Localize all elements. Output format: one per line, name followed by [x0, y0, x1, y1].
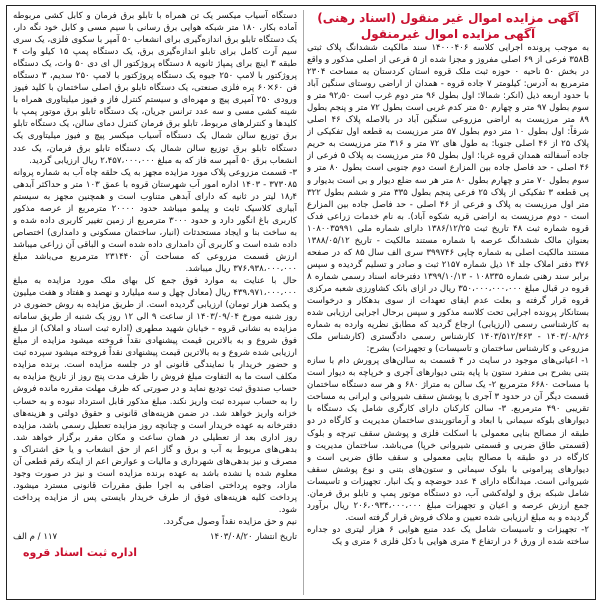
equipment-description: ۲- تجهیزات و تاسیسات شامل یک عدد منبع هوایی ۶ هزار لیتری دو جداره ساخته شده از ورق ۶ در ارتفاع ۴ متری هوایی با دکل فلزی ۶ متری و یک [307, 524, 589, 547]
buildings-description: ۱- اعیانی‌های موجود در سایت در ۴ قسمت به سالن‌های پرورش دام با سازه بتنی بشرح بی منفرد ستون با پایه بتنی دیوارهای آجری و خرپاچه به دیوار است با مساحت ۶۶۸۰ مترمربع ۲- یک سالن به متراژ ۶۸۰ و هر سه دستگاه ساختمان قسمت دیگر آن در حدود ۳ آجری با پوشش سقف شیروانی و ایرانی به مساحت تقریبی ۴۹۰ مترمربع. ۳- سالن کارکنان دارای کارگری شامل یک دستگاه با دیوارهای بلوکه سیمانی با ابعاد و آرماتوربندی ساختمان مدیریت و کارگاه در دو طبقه از مصالح بنایی معمولی با اسکلت فلزی و پوشش سقف تیرچه و بلوک (قسمتی طاق ضربی و قسمتی شیروانی خرپا) می‌باشد. ساختمان مدیریت و کارگاه در دو طبقه با مصالح بنایی معمولی و سقف طاق ضربی است و دیوارهای پیرامونی با بلوک سیمانی و ستون‌های بتنی و نوع پوشش سقف شیروانی است. میدانگاه دارای ۴ عدد حوضچه و یک انبار. تجهیزات و تاسیسات شامل شبکه برق و لوله‌کشی آب، دو دستگاه موتور پمپ و تابلو برق فرمان. جمع ارزش عرصه و اعیان و تجهیزات مبلغ ۲۰۶،۰۹۳۴،۰۰۰،۰۰۰ ریال برآورد گردیده و به مبلغ ارزیابی شده تعیین و ملاک فروش قرار گرفته است. [307, 356, 589, 523]
auction-terms: حال با عنایت به موارد فوق جمع کل بهای ملک مورد مزایده به مبلغ ۴۳۹،۹۷۱،۰۰۰،۰۰۰ ریال (معادل چهل و سه میلیارد و نهصد و هفتاد و هفت میلیون و یکصد هزار تومان) ارزیابی گردیده است. از طریق مزایده به روش حضوری در روز شنبه مورخ ۱۴۰۳/۰۹/۰۴ از ساعت ۹ الی ۱۲ روز یک شنبه از طریق سامانه مزایده به نشانی قروه - خیابان شهید مطهری (اداره ثبت اسناد و املاک) از مبلغ فوق شروع و به بالاترین قیمت پیشنهادی نقداً فروخته میشود مزایده از مبلغ ارزیابی شده شروع و به بالاترین قیمت پیشنهادی نقداً فروخته میشود سپرده ثبت و حضور خریدار با نمایندگی قانونی او در جلسه مزایده است. برنده مزایده مکلف است ما به التفاوت مبلغ فروش را ظرف مدت پنج روز از تاریخ مزایده به حساب صندوق ثبت تودیع نماید و در صورتی که ظرف مهلت مقرره مانده فروش را به حساب سپرده ثبت واریز نکند. مبلغ مذکور قابل استرداد نبوده و به حساب خزانه واریز خواهد شد. در ضمن هزینه‌های قانونی و حقوق دولتی و هزینه‌های دفترخانه به عهده خریدار است و چنانچه روز مزایده تعطیل رسمی باشد، مزایده روز اداری بعد از تعطیلی در همان ساعت و مکان مقرر برگزار خواهد شد. بدهی‌های مربوط به آب و برق و گاز اعم از حق انشعاب و یا حق اشتراک و مصرف و نیز بدهی‌های شهرداری و مالیات و عوارض اعم از اینکه رقم قطعی آن معلوم شده یا نشده باشد به عهده برنده مزایده است و نیز در صورت وجود مازاد، وجوه پرداختی اضافی به اجرا طبق مقررات قانونی مسترد میشود. پرداخت کلیه هزینه‌های فوق از طرف خریدار بایستی پس از مزایده پرداخت شود. [13, 276, 297, 515]
property-description: به موجب پرونده اجرایی کلاسه ۱۴۰۰۰۴۰۶ سند مالکیت ششدانگ پلاک ثبتی ۳۵۸B فرعی از ۶۹ اصلی مفروز و مجزا شده از ۵ فرعی از اصلی مذکور و واقع در بخش ۵۰ ناحیه ۰ حوزه ثبت ملک قروه استان کردستان به مساحت ۲۳۰۴ مترمربع به آدرس: کیلومتر ۷ جاده قروه - همدان از اراضی روستای سنگین آباد با حدود اربعه ذیل (انکر: شمالا: اول بطول ۹۶ متر دوم غرب است ۹۲٫۵۰ متر و سوم بطول ۹۷ متر و چهارم ۵۰ متر کدم غربی است بطول ۷۲ متر و پنجم بطول ۸۹ متر مرزیست به اراضی مزروعی سنگین آباد در بالاصله پلاک ۴۶ اصلی شرقاً: اول بطول ۱۰ متر دوم بطول ۵۷ متر مرزیست به قطعه اول تفکیکی از پلاک ۲۵ از ۴۶ اصلی جنوبا: به طول های ۷۲ متر و ۳۱۶ متر مرزیست به حریم جاده آسفالته همدان قروه غربا: اول بطول ۶۵ متر مرزیست به پلاک ۵ فرعی از ۴۶ اصلی - حد فاصل جاده بین المزارع است دوم جنوبی است بطول ۸۰ متر و سوم بطول ۷۰ متر و چهارم بطول ۸۰ متر هر سه ضلع دیوار و بی است بدیوار و پی قطعه ۳ تفکیکی از پلاک ۲۵ فرعی پنجم بطول ۳۳۵ متر و ششم بطول ۳۲۲ متر اول مرزیست به پلاک و فرعی از ۴۶ اصلی - حد فاصل جاده بین المزارع است - دوم مرزیست به اراضی قریه شکوه آباد). به نام خدمات زراعی فدک قروه شماره ثبت ۴۸ تاریخ ثبت ۱۳۸۶/۱۲/۲۵ دارای شماره ملی ۱۰۸۰۰۳۵۹۹۱ بعنوان مالک ششدانگ عرصه با شماره مستند مالکیت - تاریخ ۱۳۸۸/۰۵/۱۲ مستند مالکیت اصلی به شماره چاپی ۳۹۹۷۴۶ سری الف سال ۸۵ که در صفحه ۳۷۶ دفتر املاک جلد ۱۴ ذیل شماره ۲۱۵۷ ثبت و صادر و تسلیم گردیده و سپس برابر سند رهنی شماره ۱۰۸۳۳۵ - ۱۳۹۹/۱۰/۱۳ دفترخانه اسناد رسمی شماره ۸ قروه در قبال مبلغ ۳۵۰،۰۰۰،۰۰۰،۰۰۰ ریال در ازای بانک کشاورزی شعبه مرکزی قروه قرار گرفته و بعلت عدم ایفای تعهدات از سوی بدهکار و درخواست بستانکار پرونده اجرایی تحت کلاسه مذکور و سپس برحال اجرایی ارزیابی شده به کارشناسی رسمی (ارزیابی) ارجاع گردید که مطابق نظریه وارده به شماره ۱۴۰۳/۰۸/۲۶ - ۱۴۰۳/۵۱۲/۴۶۳ کارشناس رسمی دادگستری (کارشناس ملک مزروعی و کارشناس ساختمان و تاسیسات) و تجهیزات) بشرح: [307, 43, 589, 355]
right-column [307, 10, 589, 595]
sub-title: آگهی مزایده اموال غیرمنقول [360, 27, 536, 41]
office-name: اداره ثبت اسناد قروه [23, 546, 137, 560]
publication-date: تاریخ انتشار ۱۴۰۳/۰۸/۲۰ [209, 532, 297, 543]
publication-footer [13, 531, 297, 543]
ad-code: ۱۱۷ / م الف [13, 532, 58, 543]
left-column [13, 10, 297, 595]
column-divider [303, 10, 304, 595]
main-title: آگهی مزایده اموال غیر منقول (اسناد رهنی) [317, 11, 579, 25]
final-note: نیم و حق مزایده نقداً وصول می‌گردد. [163, 516, 297, 527]
advertisement-page [6, 5, 596, 600]
farmland-description: ۳- قسمت مزروعی پلاک مورد مزایده مجهز به یک حلقه چاه آب به شماره پروانه ۳۷۳۰۸۵ - ۱۴۰۳ اداره امور آب شهرستان قروه با عمق ۱۰۳ متر و حداکثر آبدهی ۱۸٫۴ لیتر در ثانیه که دارای آبدهی متناوب است و همچنین مجهز به سیستم آبیاری کلاسیک ثابت و پیلمو میباشد حدود ۲۰۰۰۰ مترمربع از عرصه مذکور کاربری باغ انگور دارد و حدود ۳۰۰۰ مترمربع از زمین تغییر کاربری داده شده و به ساخت بنا و ایجاد مستحدثات (انبار، ساختمان مسکونی و دامداری) اختصاص داده شده است و کاربری آن دامداری داده شده است و الباقی آن زراعی میباشد ارزش قسمت مزروعی که مساحت آن ۲۳۱۴۴۰ مترمربع می‌باشد مبلغ ۳۷۶،۹۳۸،۰۰۰،۰۰۰ ریال میباشد. [13, 167, 297, 274]
equipment-continuation: دستگاه آسیاب میکسر یک تن همراه با تابلو برق فرمان و کابل کشی مربوطه آماده بکار، ۱۸۰ متر شبکه هوایی برق رسانی با سیم مسی و کابل خود نگه دار، یک دستگاه تابلو برق اندازه‌گیری برای انشعاب ۵۰ آمپر با سکوی فلزی، یک سری سیم آرت کامل برای تابلو اندازه‌گیری برق، یک دستگاه پمپ ۱۵ کیلو وات ۴ طبقه ۳ اینچ برای پمپاژ ثانویه ۸ دستگاه پروژکتور ال ای دی ۵۰ وات، یک دستگاه پروژکتور با لامپ ۲۵۰ جیوه یک دستگاه پروژکتور با لامپ ۲۵۰ سدیم، ۳ دستگاه فن ۶۰×۶۰ پره فلزی صنعتی، یک دستگاه تابلو برق اصلی ساختمان با کلید فیوز ورودی ۲۵۰ آمپری پیچ و مهره‌ای و سیستم کنترل فاز و فیوز میلیتاوری همراه با شینه کشی مسی و سه عدد ترانس جریان، یک دستگاه تابلو برق موتور پمپ با کلیدها و کنترلرهای مربوط، تابلو برق فرمان کنترل دمای سالن، یک دستگاه تابلو برق توزیع سالن شمال یک دستگاه آسیاب میکسر پیچ و فیوز میلیتاوری یک دستگاه تابلو برق توزیع سالن شمال یک دستگاه تابلو برق فرمان، یک عدد انشعاب برق ۵۰ آمپر سه فاز که به مبلغ ۲،۴۵۷،۰۰۰،۰۰۰ ریال ارزیابی گردید. [13, 11, 297, 166]
